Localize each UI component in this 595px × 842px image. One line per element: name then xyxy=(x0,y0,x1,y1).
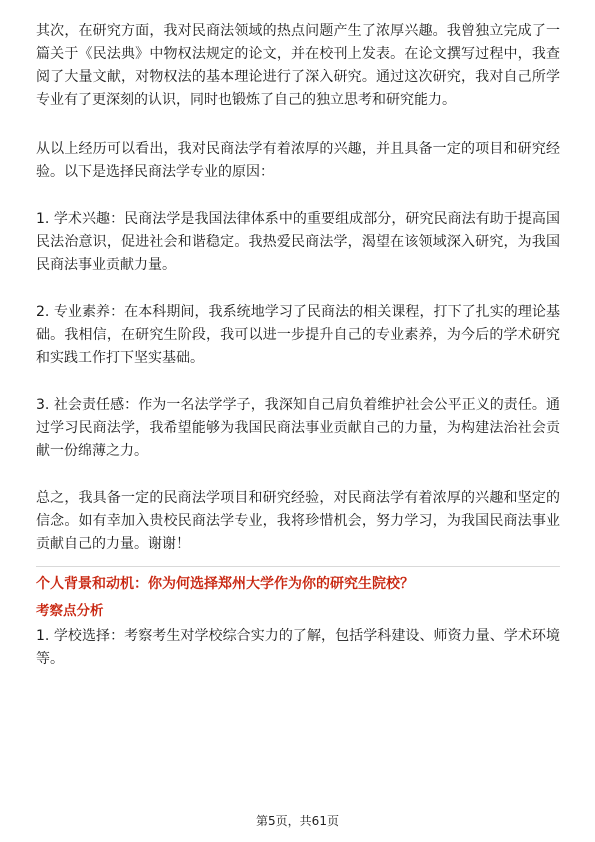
paragraph-summary-experience: 从以上经历可以看出，我对民商法学有着浓厚的兴趣，并且具备一定的项目和研究经验。以下是选择民商法学专业的原因： xyxy=(36,141,560,180)
analysis-subtitle: 考察点分析 xyxy=(36,603,104,619)
paragraph-gap xyxy=(36,463,560,487)
paragraph-gap xyxy=(36,277,560,301)
analysis-item: 1. 学校选择：考察考生对学校综合实力的了解，包括学科建设、师资力量、学术环境等。 xyxy=(36,628,560,667)
section-divider xyxy=(36,566,560,567)
paragraph-conclusion: 总之，我具备一定的民商法学项目和研究经验，对民商法学有着浓厚的兴趣和坚定的信念。如有幸加入贵校民商法学专业，我将珍惜机会，努力学习，为我国民商法事业贡献自己的力量。谢谢！ xyxy=(36,490,560,552)
question-title: 个人背景和动机：你为何选择郑州大学作为你的研究生院校？ xyxy=(36,576,414,592)
page-number: 第5页，共61页 xyxy=(256,814,339,828)
reason-social-responsibility: 3. 社会责任感：作为一名法学学子，我深知自己肩负着维护社会公平正义的责任。通过学习民商法学，我希望能够为我国民商法事业贡献自己的力量，为构建法治社会贡献一份绵薄之力。 xyxy=(36,397,560,459)
paragraph-gap xyxy=(36,184,560,208)
reason-academic-interest: 1. 学术兴趣：民商法学是我国法律体系中的重要组成部分，研究民商法有助于提高国民法治意识，促进社会和谐稳定。我热爱民商法学，渴望在该领域深入研究，为我国民商法事业贡献力量。 xyxy=(36,211,560,273)
reason-professional-literacy: 2. 专业素养：在本科期间，我系统地学习了民商法的相关课程，打下了扎实的理论基础。我相信，在研究生阶段，我可以进一步提升自己的专业素养，为今后的学术研究和实践工作打下坚实基础。 xyxy=(36,304,560,366)
paragraph-research: 其次，在研究方面，我对民商法领域的热点问题产生了浓厚兴趣。我曾独立完成了一篇关于《民法典》中物权法规定的论文，并在校刊上发表。在论文撰写过程中，我查阅了大量文献，对物权法的基本理论进行了深入研究。通过这次研究，我对自己所学专业有了更深刻的认识，同时也锻炼了自己的独立思考和研究能力。 xyxy=(36,23,560,108)
paragraph-gap xyxy=(36,112,560,138)
page-content xyxy=(36,20,560,671)
paragraph-gap xyxy=(36,370,560,394)
